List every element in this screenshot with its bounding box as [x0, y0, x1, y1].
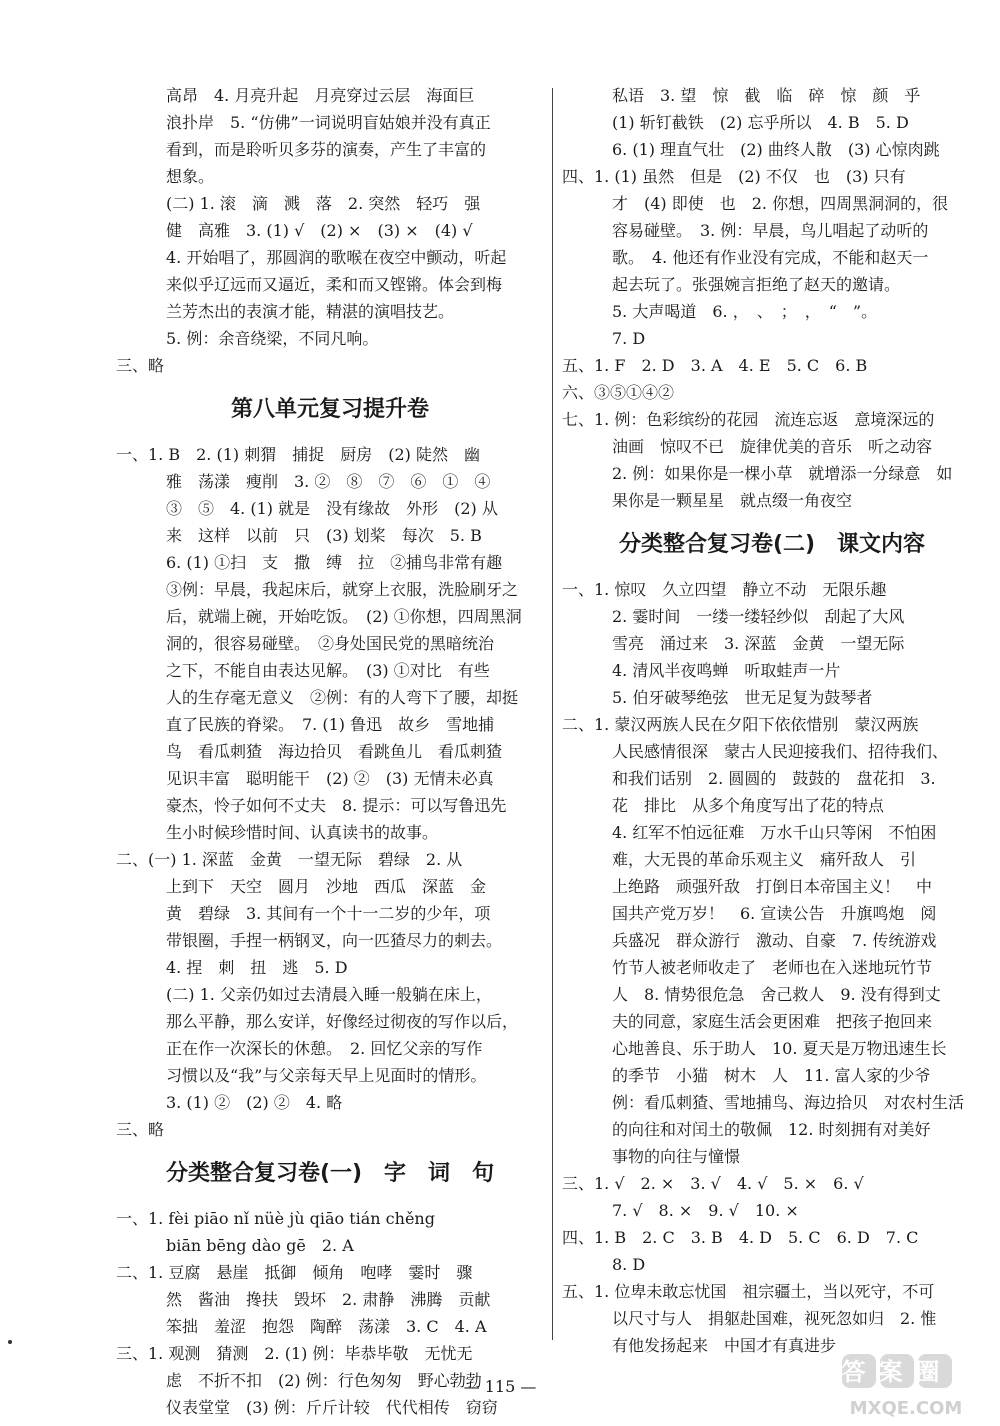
text-line: 2. 例：如果你是一棵小草 就增添一分绿意 如: [612, 464, 953, 483]
text-line: 5. 伯牙破琴绝弦 世无足复为鼓琴者: [612, 688, 873, 707]
text-line: 七、1. 例：色彩缤纷的花园 流连忘返 意境深远的: [562, 410, 935, 429]
text-line: 雪亮 涌过来 3. 深蓝 金黄 一望无际: [612, 634, 905, 653]
watermark-logo: [840, 1350, 990, 1422]
text-line: 那么平静，那么安详，好像经过彻夜的写作以后，: [166, 1012, 519, 1031]
text-line: 二、1. 豆腐 悬崖 抵御 倾角 咆哮 霎时 骤: [116, 1263, 473, 1282]
watermark-text: 答案圈: [841, 1358, 953, 1386]
text-line: 私语 3. 望 惊 截 临 碎 惊 颜 乎: [612, 86, 921, 105]
text-line: 三、1. 观测 猜测 2. (1) 例：毕恭毕敬 无忧无: [116, 1344, 473, 1363]
text-line: 起去玩了。张强婉言拒绝了赵天的邀请。: [612, 275, 901, 294]
text-line: 的季节 小猫 树木 人 11. 富人家的少爷: [612, 1066, 931, 1085]
text-line: 看到，而是聆听贝多芬的演奏，产生了丰富的: [166, 140, 487, 159]
text-line: 事物的向往与憧憬: [612, 1147, 741, 1166]
text-line: ③ ⑤ 4. (1) 就是 没有缘故 外形 (2) 从: [166, 499, 498, 518]
text-line: 心地善良、乐于助人 10. 夏天是万物迅速生长: [612, 1039, 947, 1058]
text-line: 才 (4) 即使 也 2. 你想，四周黑洞洞的，很: [612, 194, 949, 213]
text-line: 一、1. B 2. (1) 刺猬 捕捉 厨房 (2) 陡然 幽: [116, 445, 480, 464]
text-line: 7. √ 8. × 9. √ 10. ×: [612, 1201, 799, 1220]
text-line: 生小时候珍惜时间、认真读书的故事。: [166, 823, 439, 842]
text-line: 6. (1) 理直气壮 (2) 曲终人散 (3) 心惊肉跳: [612, 140, 940, 159]
text-line: 4. 红军不怕远征难 万水千山只等闲 不怕困: [612, 823, 937, 842]
text-line: 黄 碧绿 3. 其间有一个十一二岁的少年，项: [166, 904, 491, 923]
text-line: 兵盛况 群众游行 激动、自豪 7. 传统游戏: [612, 931, 937, 950]
text-line: 来似乎辽远而又逼近，柔和而又铿锵。体会到梅: [166, 275, 503, 294]
text-line: 歌。 4. 他还有作业没有完成，不能和赵天一: [612, 248, 929, 267]
text-line: 夫的同意，家庭生活会更困难 把孩子抱回来: [612, 1012, 933, 1031]
text-line: 六、③⑤①④②: [562, 383, 675, 402]
column-divider: [552, 88, 553, 1340]
text-line: 一、1. fèi piāo nǐ nüè jù qiāo tián chěng: [116, 1209, 435, 1228]
text-line: 笨拙 羞涩 抱怨 陶醉 荡漾 3. C 4. A: [166, 1317, 487, 1336]
text-line: 仪表堂堂 (3) 例：斤斤计较 代代相传 窃窃: [166, 1398, 498, 1417]
text-line: 难，大无畏的革命乐观主义 痛歼敌人 引: [612, 850, 917, 869]
text-line: 2. 霎时间 一缕一缕轻纱似 刮起了大风: [612, 607, 905, 626]
text-line: 来 这样 以前 只 (3) 划桨 每次 5. B: [166, 526, 482, 545]
text-line: 花 排比 从多个角度写出了花的特点: [612, 796, 885, 815]
text-line: 四、1. B 2. C 3. B 4. D 5. C 6. D 7. C: [562, 1228, 919, 1247]
section-heading: 分类整合复习卷(一) 字 词 句: [165, 1161, 495, 1186]
text-line: 后，就端上碗，开始吃饭。 (2) ①你想，四周黑洞: [166, 607, 522, 626]
text-line: 正在作一次深长的休憩。 2. 回忆父亲的写作: [166, 1039, 483, 1058]
text-line: 浪扑岸 5. “仿佛”一词说明盲姑娘并没有真正: [166, 113, 491, 132]
text-line: 5. 例：余音绕梁，不同凡响。: [166, 329, 379, 348]
text-line: 果你是一颗星星 就点缀一角夜空: [612, 491, 853, 510]
text-line: 5. 大声喝道 6. ， 、 ； ， “ ”。: [612, 302, 878, 321]
text-line: 健 高雅 3. (1) √ (2) × (3) × (4) √: [166, 221, 473, 240]
text-line: 高昂 4. 月亮升起 月亮穿过云层 海面巨: [166, 86, 475, 105]
text-line: 洞的，很容易碰壁。 ②身处国民党的黑暗统治: [166, 634, 495, 653]
text-line: 6. (1) ①扫 支 撒 缚 拉 ②捕鸟非常有趣: [166, 553, 503, 572]
text-line: 虑 不折不扣 (2) 例：行色匆匆 野心勃勃: [166, 1371, 482, 1390]
text-line: 之下，不能自由表达见解。 (3) ①对比 有些: [166, 661, 490, 680]
text-line: 鸟 看瓜刺猹 海边拾贝 看跳鱼儿 看瓜刺猹: [166, 742, 503, 761]
text-line: 和我们话别 2. 圆圆的 鼓鼓的 盘花扣 3.: [612, 769, 936, 788]
text-line: 国共产党万岁！ 6. 宣读公告 升旗鸣炮 阅: [612, 904, 937, 923]
text-line: 三、略: [116, 1120, 165, 1139]
text-line: 人 8. 情势很危急 舍己救人 9. 没有得到丈: [612, 985, 941, 1004]
text-line: 7. D: [612, 329, 646, 348]
text-line: 见识丰富 聪明能干 (2) ② (3) 无情未必真: [166, 769, 494, 788]
text-line: 有他发扬起来 中国才有真进步: [612, 1336, 837, 1355]
text-line: 一、1. 惊叹 久立四望 静立不动 无限乐趣: [562, 580, 887, 599]
text-line: 直了民族的脊梁。 7. (1) 鲁迅 故乡 雪地捕: [166, 715, 495, 734]
text-line: 四、1. (1) 虽然 但是 (2) 不仅 也 (3) 只有: [562, 167, 906, 186]
text-line: 4. 清风半夜鸣蝉 听取蛙声一片: [612, 661, 841, 680]
text-line: 带银圈，手捏一柄钢叉，向一匹猹尽力的刺去。: [166, 931, 503, 950]
text-line: 二、1. 蒙汉两族人民在夕阳下依依惜别 蒙汉两族: [562, 715, 919, 734]
text-line: 竹节人被老师收走了 老师也在入迷地玩竹节: [612, 958, 933, 977]
text-line: (1) 斩钉截铁 (2) 忘乎所以 4. B 5. D: [612, 113, 909, 132]
text-line: biān bēng dào gē 2. A: [166, 1236, 354, 1255]
text-line: 五、1. 位卑未敢忘忧国 祖宗疆土，当以死守，不可: [562, 1282, 935, 1301]
page-number: — 115 —: [463, 1377, 537, 1396]
text-line: 然 酱油 搀扶 毁坏 2. 肃静 沸腾 贡献: [166, 1290, 491, 1309]
right-column: [562, 82, 982, 1359]
text-line: 雅 荡漾 瘦削 3. ② ⑧ ⑦ ⑥ ① ④: [166, 472, 491, 491]
section-heading: 分类整合复习卷(二) 课文内容: [618, 532, 926, 557]
text-line: 兰芳杰出的表演才能，精湛的演唱技艺。: [166, 302, 455, 321]
text-line: 容易碰壁。 3. 例：早晨，鸟儿唱起了动听的: [612, 221, 929, 240]
text-line: 8. D: [612, 1255, 646, 1274]
left-column: [116, 82, 544, 1421]
text-line: 的向往和对闰土的敬佩 12. 时刻拥有对美好: [612, 1120, 931, 1139]
text-line: 想象。: [166, 167, 215, 186]
text-line: 例：看瓜刺猹、雪地捕鸟、海边拾贝 对农村生活: [612, 1093, 965, 1112]
text-line: 人民感情很深 蒙古人民迎接我们、招待我们、: [612, 742, 949, 761]
text-line: 4. 捏 刺 扭 逃 5. D: [166, 958, 348, 977]
watermark-url: MXQE.COM: [849, 1398, 963, 1419]
text-line: 上到下 天空 圆月 沙地 西瓜 深蓝 金: [166, 877, 487, 896]
margin-dot: [8, 1340, 12, 1344]
text-line: 二、(一) 1. 深蓝 金黄 一望无际 碧绿 2. 从: [116, 850, 463, 869]
text-line: (二) 1. 滚 滴 溅 落 2. 突然 轻巧 强: [166, 194, 481, 213]
text-line: 豪杰，怜子如何不丈夫 8. 提示：可以写鲁迅先: [166, 796, 507, 815]
section-heading: 第八单元复习提升卷: [230, 397, 429, 422]
text-line: 人的生存毫无意义 ②例：有的人弯下了腰，却挺: [166, 688, 519, 707]
text-line: 3. (1) ② (2) ② 4. 略: [166, 1093, 343, 1112]
text-line: ③例：早晨，我起床后，就穿上衣服，洗脸刷牙之: [166, 580, 519, 599]
text-line: 以尺寸与人 捐躯赴国难，视死忽如归 2. 惟: [612, 1309, 937, 1328]
text-line: 五、1. F 2. D 3. A 4. E 5. C 6. B: [562, 356, 868, 375]
text-line: 三、1. √ 2. × 3. √ 4. √ 5. × 6. √: [562, 1174, 864, 1193]
text-line: (二) 1. 父亲仍如过去清晨入睡一般躺在床上，: [166, 985, 492, 1004]
text-line: 4. 开始唱了，那圆润的歌喉在夜空中颤动，听起: [166, 248, 507, 267]
text-line: 上绝路 顽强歼敌 打倒日本帝国主义！ 中: [612, 877, 933, 896]
text-line: 习惯以及“我”与父亲每天早上见面时的情形。: [166, 1066, 487, 1085]
text-line: 油画 惊叹不已 旋律优美的音乐 听之动容: [612, 437, 933, 456]
text-line: 三、略: [116, 356, 165, 375]
